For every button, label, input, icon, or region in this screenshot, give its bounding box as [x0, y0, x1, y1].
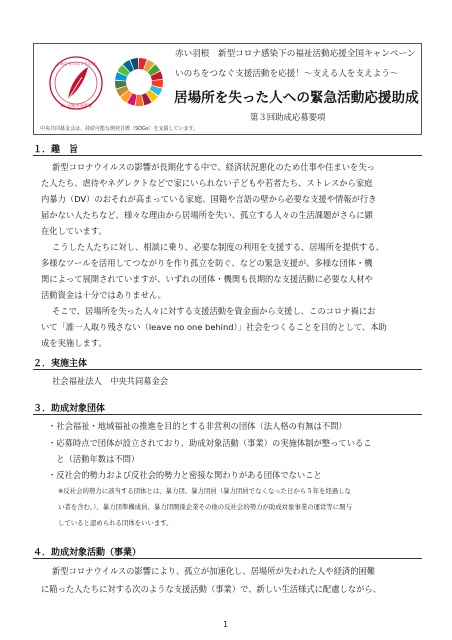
page-title: 居場所を失った人への緊急活動応援助成: [174, 90, 419, 106]
red-feather-logo: [48, 55, 104, 115]
section-heading-eligible-groups: ３．助成対象団体: [33, 404, 106, 414]
eligibility-item: ・社会福祉・地域福祉の推進を目的とする非営利の団体（法人格の有無は不問）: [48, 421, 347, 431]
campaign-catchphrase: いのちをつなぐ支援活動を応援！～支える人を支えよう～: [175, 69, 399, 79]
section-heading-organizer: ２．実施主体: [33, 359, 88, 369]
paragraph-line: 届かない人たちなど、様々な理由から居場所を失い、孤立する人々の生活課題がさらに顕: [41, 210, 373, 220]
paragraph-line: た人たち、虐待やネグレクトなどで家にいられない子どもや若者たち、ストレスから家庭: [41, 178, 373, 188]
paragraph-line: 多様なツールを活用してつながりを作り孤立を防ぐ、などの緊急支援が、多様な団体・機: [41, 258, 373, 268]
section-divider: [33, 155, 422, 156]
eligibility-item: ・応募時点で団体が設立されており、助成対象活動（事業）の実施体制が整っているこ: [48, 438, 372, 448]
logo-text-bottom: 赤い羽根共同募金: [60, 103, 92, 108]
sdgs-wheel-icon: [113, 56, 165, 108]
footnote-line: い者を含む。）、暴力団準構成員、暴力団関係企業その他の反社会的勢力が助成対象事業の運営等に関与: [58, 503, 352, 511]
eligibility-item: と（活動年数は不問）: [48, 454, 140, 464]
section-heading-purpose: １．趣 旨: [33, 145, 79, 155]
page-subtitle: 第３回助成応募要項: [250, 112, 326, 122]
paragraph-line: 成を実施します。: [41, 338, 107, 348]
paragraph-line: 活動資金は十分ではありません。: [41, 290, 166, 300]
section-divider: [33, 558, 422, 559]
paragraph-line: こうした人たちに対し、相談に乗り、必要な制度の利用を支援する、居場所を提供する、: [52, 242, 384, 252]
campaign-name: 赤い羽根 新型コロナ感染下の福祉活動応援全国キャンペーン: [175, 49, 416, 59]
sdgs-note: 中央共同募金会は、持続可能な開発目標（SDGs）を支援しています。: [40, 126, 199, 132]
paragraph-line: 新型コロナウイルスの影響により、孤立が加速化し、居場所が失われた人や経済的困難: [52, 566, 376, 576]
section-divider: [33, 414, 422, 415]
paragraph-line: 関によって展開されていますが、いずれの団体・機関も長期的な支援活動に必要な人材や: [41, 274, 373, 284]
footnote-line: していると認められる団体をいいます。: [58, 519, 173, 527]
paragraph-line: そこで、居場所を失った人々に対する支援活動を資金面から支援し、このコロナ禍にお: [52, 306, 376, 316]
section-divider: [33, 369, 422, 370]
organizer-name: 社会福祉法人 中央共同募金会: [52, 376, 169, 386]
paragraph-line: 新型コロナウイルスの影響が長期化する中で、経済状況悪化のため仕事や住まいを失っ: [52, 162, 375, 172]
paragraph-line: 在化しています。: [41, 226, 107, 236]
page-number: 1: [223, 620, 229, 629]
section-heading-eligible-activities: ４．助成対象活動（事業）: [33, 548, 142, 558]
logo-text-top: しあわせのおすそわけ: [56, 61, 96, 66]
eligibility-item: ・反社会的勢力および反社会的勢力と密接な関わりがある団体でないこと: [48, 470, 322, 480]
paragraph-line: 内暴力（DV）のおそれが高まっている家庭、国籍や言語の壁から必要な支援や情報が行き: [41, 194, 377, 204]
footnote-line: ※反社会的勢力に該当する団体とは、暴力団、暴力団員（暴力団員でなくなった日から５年を経過しな: [58, 487, 351, 495]
paragraph-line: に陥った人たちに対する次のような支援活動（事業）で、新しい生活様式に配慮しながら、: [41, 584, 382, 594]
paragraph-line: いて「誰一人取り残さない（leave no one behind）」社会をつくることを目的として、本助: [41, 322, 387, 332]
